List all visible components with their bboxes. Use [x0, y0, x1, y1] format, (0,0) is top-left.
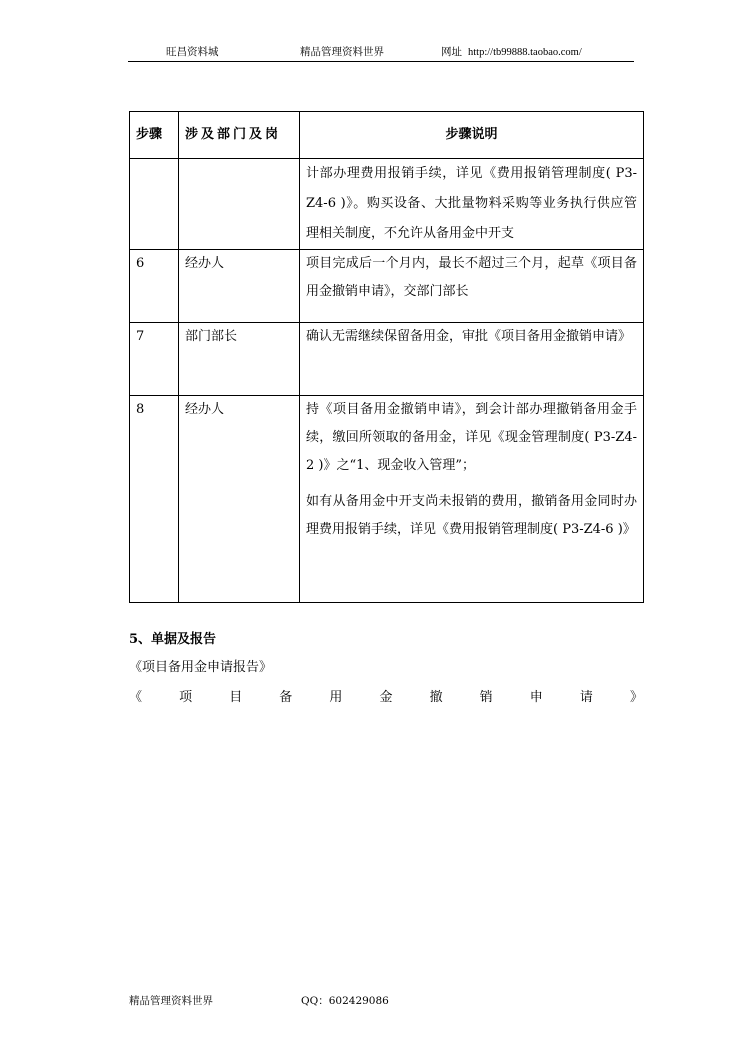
step-dept: 经办人: [179, 250, 300, 323]
column-header-dept: 涉及部门及岗: [179, 112, 300, 159]
step-description-paragraph: 持《项目备用金撤销申请》，到会计部办理撤销备用金手续，缴回所领取的备用金，详见《现金管理制度( P3-Z4-2 )》之“1、现金收入管理”；: [306, 402, 637, 473]
step-description: [300, 323, 644, 396]
page-header: [128, 45, 634, 62]
document-name-line: 《项目备用金申请报告》: [129, 660, 273, 675]
column-header-step: 步骤: [130, 112, 179, 159]
table-header-row: [130, 112, 644, 159]
justified-char: 《: [129, 690, 143, 705]
header-url-label: 网址: [441, 46, 462, 58]
section-title: 5、单据及报告: [129, 632, 217, 647]
justified-char: 金: [379, 690, 393, 705]
justified-char: 》: [629, 690, 643, 705]
step-number: 7: [130, 323, 179, 396]
table-row: [130, 159, 644, 250]
table-row: [130, 396, 644, 603]
justified-char: 销: [479, 690, 493, 705]
step-description: [300, 396, 644, 603]
step-description: [300, 250, 644, 323]
justified-char: 项: [179, 690, 193, 705]
header-middle-text: 精品管理资料世界: [300, 46, 384, 58]
justified-char: 申: [529, 690, 543, 705]
header-url-block: [441, 45, 582, 60]
document-name-justified-line: [129, 686, 643, 705]
step-number: [130, 159, 179, 250]
table-row: [130, 250, 644, 323]
step-number: 8: [130, 396, 179, 603]
step-description-paragraph: 如有从备用金中开支尚未报销的费用，撤销备用金同时办理费用报销手续，详见《费用报销管理制度( P3-Z4-6 )》: [306, 494, 637, 537]
justified-char: 请: [579, 690, 593, 705]
justified-char: 备: [279, 690, 293, 705]
steps-table: [129, 111, 644, 603]
step-dept: 部门部长: [179, 323, 300, 396]
step-dept: 经办人: [179, 396, 300, 603]
page-footer: [129, 993, 389, 1008]
header-url-link[interactable]: http://tb99888.taobao.com/: [468, 47, 582, 58]
step-description-paragraph: 确认无需继续保留备用金，审批《项目备用金撤销申请》: [306, 329, 632, 344]
table-row: [130, 323, 644, 396]
step-number: 6: [130, 250, 179, 323]
step-description-paragraph: 项目完成后一个月内，最长不超过三个月，起草《项目备用金撤销申请》，交部门部长: [306, 256, 637, 299]
justified-char: 目: [229, 690, 243, 705]
column-header-desc: 步骤说明: [300, 112, 644, 159]
step-description: [300, 159, 644, 250]
footer-left-text: 精品管理资料世界: [129, 995, 213, 1007]
footer-qq-text: QQ：602429086: [301, 995, 389, 1007]
step-description-paragraph: 计部办理费用报销手续，详见《费用报销管理制度( P3-Z4-6 )》。购买设备、大批量物料采购等业务执行供应管理相关制度，不允许从备用金中开支: [306, 166, 637, 241]
justified-char: 用: [329, 690, 343, 705]
header-left-text: 旺昌资料城: [166, 46, 219, 58]
justified-char: 撤: [429, 690, 443, 705]
step-dept: [179, 159, 300, 250]
